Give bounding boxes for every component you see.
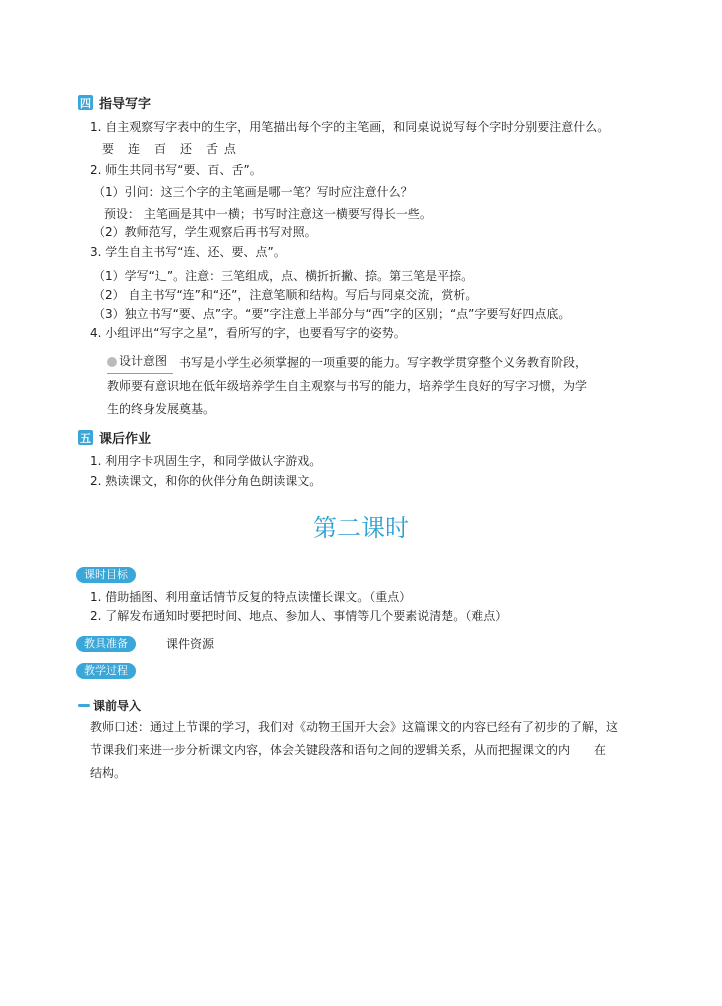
- prep-pill: 教具准备: [76, 636, 136, 652]
- process-pill: 教学过程: [76, 663, 136, 679]
- sec4-item3-1: （1）学写“辶”。注意：三笔组成，点、横折折撇、捺。第三笔是平捺。: [93, 269, 474, 283]
- sec4-item2-1: （1）引问：这三个字的主笔画是哪一笔？写时应注意什么？: [93, 185, 413, 199]
- sec5-item2: 2. 熟读课文，和你的伙伴分角色朗读课文。: [90, 474, 322, 488]
- intro-title: 课前导入: [93, 699, 142, 713]
- design-line-2: 教师要有意识地在低年级培养学生自主观察与书写的能力，培养学生良好的写字习惯，为学: [107, 378, 588, 393]
- section-4-title: 指导写字: [99, 97, 152, 112]
- intro-line-2: 节课我们来进一步分析课文内容，体会关键段落和语句之间的逻辑关系，从而把握课文的内 在: [90, 743, 607, 757]
- sec4-item3: 3. 学生自主书写“连、还、要、点”。: [90, 245, 286, 259]
- intro-bar: [78, 704, 90, 707]
- section-5-title: 课后作业: [99, 432, 152, 447]
- design-intent-label: 设计意图: [119, 354, 168, 368]
- section-5-heading: [78, 428, 151, 447]
- design-line-3: 生的终身发展奠基。: [107, 401, 216, 416]
- sec4-item3-2: （2） 自主书写“连”和“还”，注意笔顺和结构。写后与同桌交流，赏析。: [93, 288, 478, 302]
- goal-1: 1. 借助插图、利用童话情节反复的特点读懂长课文。（重点）: [90, 590, 412, 604]
- sec4-chars: 要 连 百 还 舌 点: [102, 142, 237, 156]
- intro-line-1: 教师口述：通过上节课的学习，我们对《动物王国开大会》这篇课文的内容已经有了初步的了解，这: [90, 720, 619, 734]
- design-intent-tag: [107, 350, 173, 374]
- section-4-heading: [78, 93, 151, 112]
- sec5-item1: 1. 利用字卡巩固生字，和同学做认字游戏。: [90, 454, 322, 468]
- prep-value: 课件资源: [166, 637, 215, 651]
- gear-icon: [107, 357, 117, 367]
- intro-line-3: 结构。: [90, 766, 127, 780]
- sec4-item1: 1. 自主观察写字表中的生字，用笔描出每个字的主笔画，和同桌说说写每个字时分别要注意什么。: [90, 120, 610, 134]
- sec4-item3-3: （3）独立书写“要、点”字。“要”字注意上半部分与“西”字的区别；“点”字要写好四点底。: [93, 307, 571, 321]
- sec4-item2-preset: 预设： 主笔画是其中一横；书写时注意这一横要写得长一些。: [104, 207, 432, 221]
- design-line-1: 书写是小学生必须掌握的一项重要的能力。写字教学贯穿整个义务教育阶段，: [179, 355, 588, 370]
- sec4-item2-2: （2）教师范写，学生观察后再书写对照。: [93, 225, 317, 239]
- section-4-number: 四: [80, 96, 91, 110]
- intro-paragraph: [90, 716, 680, 785]
- sec4-item2: 2. 师生共同书写“要、百、舌”。: [90, 163, 262, 177]
- goal-2: 2. 了解发布通知时要把时间、地点、参加人、事情等几个要素说清楚。（难点）: [90, 609, 508, 623]
- intro-heading: [78, 697, 141, 714]
- section-5-number: 五: [80, 431, 91, 445]
- design-intent-block: [107, 350, 667, 421]
- lesson-2-title: 第二课时: [313, 514, 409, 542]
- goal-pill: 课时目标: [76, 567, 136, 583]
- sec4-item4: 4. 小组评出“写字之星”，看所写的字，也要看写字的姿势。: [90, 326, 406, 340]
